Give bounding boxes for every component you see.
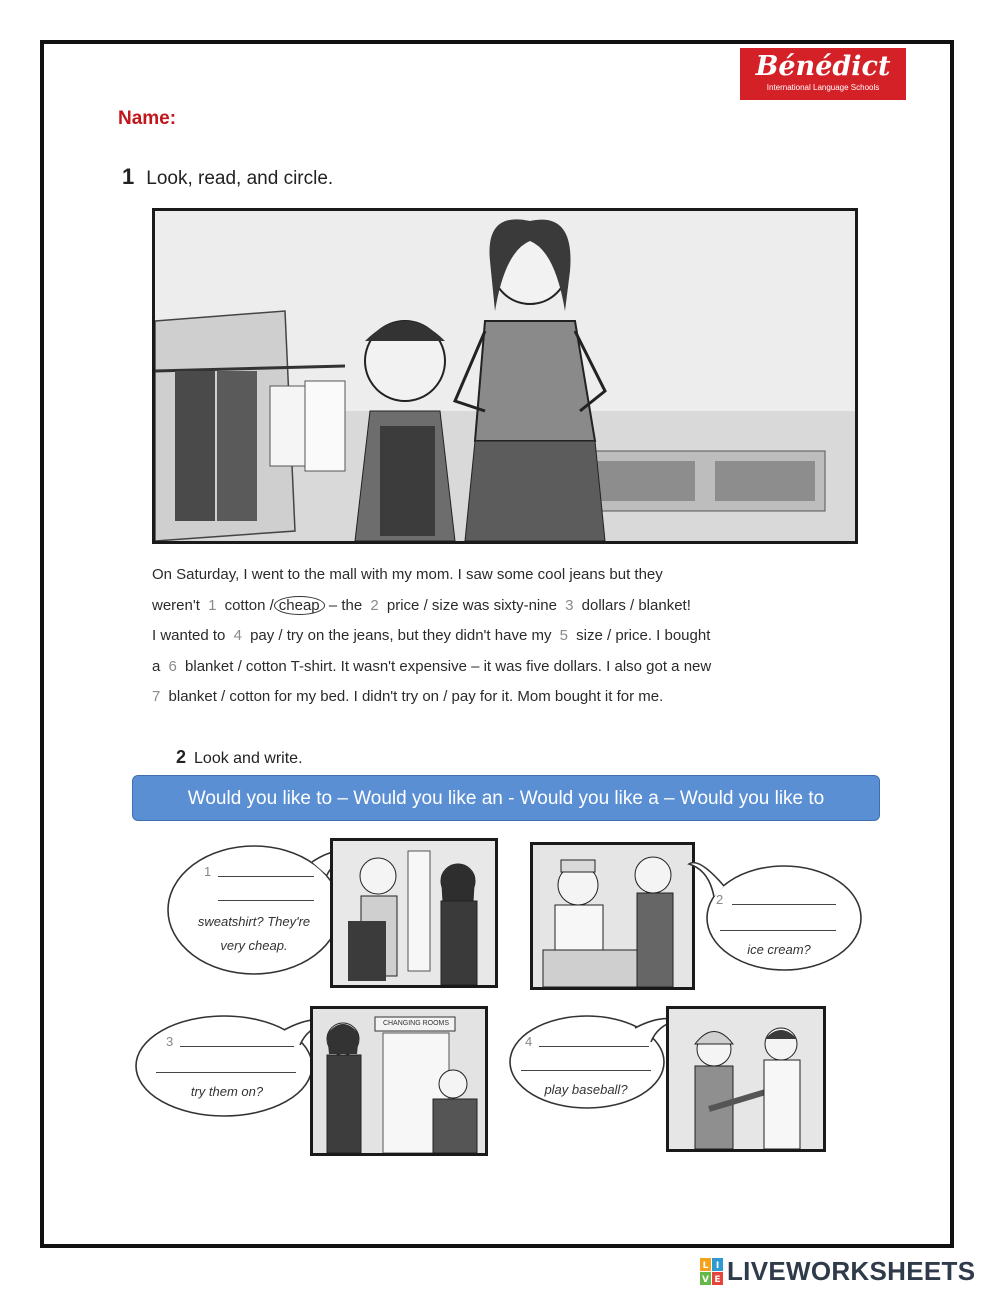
question-number-4: 4 <box>233 627 242 644</box>
answer-line-2b[interactable] <box>720 930 836 931</box>
question-number-5: 5 <box>559 627 568 644</box>
story-text-segment: On Saturday, I went to the mall with my mom. I saw some cool jeans but they <box>152 566 663 583</box>
bubble-3-shape <box>132 1010 332 1120</box>
option-blanket-cotton[interactable]: blanket / cotton T-shirt. It wasn't expensive – it was five dollars. I also got a new <box>185 657 712 675</box>
store-scene-drawing <box>155 211 855 541</box>
speech-bubble-2 <box>684 852 864 974</box>
bubble-4-number: 4 <box>525 1034 533 1049</box>
picture-4-baseball-boys <box>666 1006 826 1152</box>
picture-2-ice-cream-seller <box>530 842 695 990</box>
picture-1-drawing <box>333 841 495 985</box>
story-text <box>152 560 872 713</box>
exercise1-number: 1 <box>122 164 135 189</box>
exercise1-title: Look, read, and circle. <box>146 168 334 189</box>
answer-line-3a[interactable] <box>180 1046 294 1047</box>
picture-1-shop-assistant <box>330 838 498 988</box>
option-cheap-circled[interactable]: cheap <box>274 596 325 615</box>
question-number-7: 7 <box>152 688 161 705</box>
logo-brand: Bénédict <box>755 51 891 82</box>
bubble-2-text: ice cream? <box>747 942 811 957</box>
question-number-2: 2 <box>370 596 379 614</box>
answer-line-4b[interactable] <box>521 1070 651 1071</box>
liveworksheets-logo-icon <box>700 1258 724 1286</box>
bubble-1-number: 1 <box>204 864 212 879</box>
picture-2-drawing <box>533 845 692 987</box>
bubble-2-number: 2 <box>716 892 724 907</box>
bubble-1-text-a: sweatshirt? They're <box>197 914 311 929</box>
exercise2-title: Look and write. <box>194 750 303 767</box>
bubble-3-number: 3 <box>166 1034 174 1049</box>
answer-line-3b[interactable] <box>156 1072 296 1073</box>
liveworksheets-wordmark: LIVEWORKSHEETS <box>727 1256 976 1286</box>
word-bank-banner: Would you like to – Would you like an - Would you like a – Would you like to <box>132 775 880 821</box>
changing-rooms-sign: CHANGING ROOMS <box>382 1020 450 1027</box>
liveworksheets-footer <box>700 1254 1000 1290</box>
option-price-size[interactable]: price / size was sixty-nine <box>386 596 557 614</box>
bubble-3-text: try them on? <box>190 1084 264 1099</box>
store-illustration <box>152 208 858 544</box>
logo-letter-l: L <box>702 1261 709 1271</box>
exercise2-number: 2 <box>176 747 187 767</box>
picture-4-drawing <box>669 1009 823 1149</box>
benedict-logo <box>740 48 906 100</box>
story-line-1 <box>152 560 872 591</box>
story-line-5 <box>152 682 872 713</box>
story-text-segment: weren't <box>152 596 200 614</box>
name-label: Name: <box>118 108 177 129</box>
exercise1-heading <box>122 164 333 190</box>
question-number-6: 6 <box>168 657 177 675</box>
logo-letter-i: I <box>715 1261 720 1271</box>
question-number-1: 1 <box>208 596 217 614</box>
option-size-price[interactable]: size / price. I bought <box>576 627 711 644</box>
logo-letter-v: V <box>702 1275 709 1285</box>
answer-line-4a[interactable] <box>539 1046 649 1047</box>
bubble-4-text: play baseball? <box>544 1082 628 1097</box>
story-text-segment: I wanted to <box>152 627 226 644</box>
story-text-segment: – the <box>328 596 363 614</box>
answer-line-1a[interactable] <box>218 876 314 877</box>
story-line-3 <box>152 621 872 652</box>
logo-tagline: International Language Schools <box>766 83 880 92</box>
option-dollars-blanket[interactable]: dollars / blanket! <box>581 596 691 614</box>
speech-bubble-4 <box>505 1010 680 1110</box>
answer-line-1b[interactable] <box>218 900 314 901</box>
bubble-1-text-b: very cheap. <box>220 938 288 953</box>
story-line-4 <box>152 652 872 683</box>
question-number-3: 3 <box>565 596 574 614</box>
picture-3-changing-rooms <box>310 1006 488 1156</box>
speech-bubble-3 <box>132 1010 332 1120</box>
story-text-segment: a <box>152 657 161 675</box>
option-cotton[interactable]: cotton / <box>224 596 274 614</box>
exercise2-heading <box>176 747 303 768</box>
answer-line-2a[interactable] <box>732 904 836 905</box>
option-blanket-cotton-tryon-pay[interactable]: blanket / cotton for my bed. I didn't try on / pay for it. Mom bought it for me. <box>168 688 664 705</box>
story-line-2 <box>152 591 872 622</box>
logo-letter-e: E <box>714 1275 721 1285</box>
option-pay-try[interactable]: pay / try on the jeans, but they didn't have my <box>250 627 552 644</box>
